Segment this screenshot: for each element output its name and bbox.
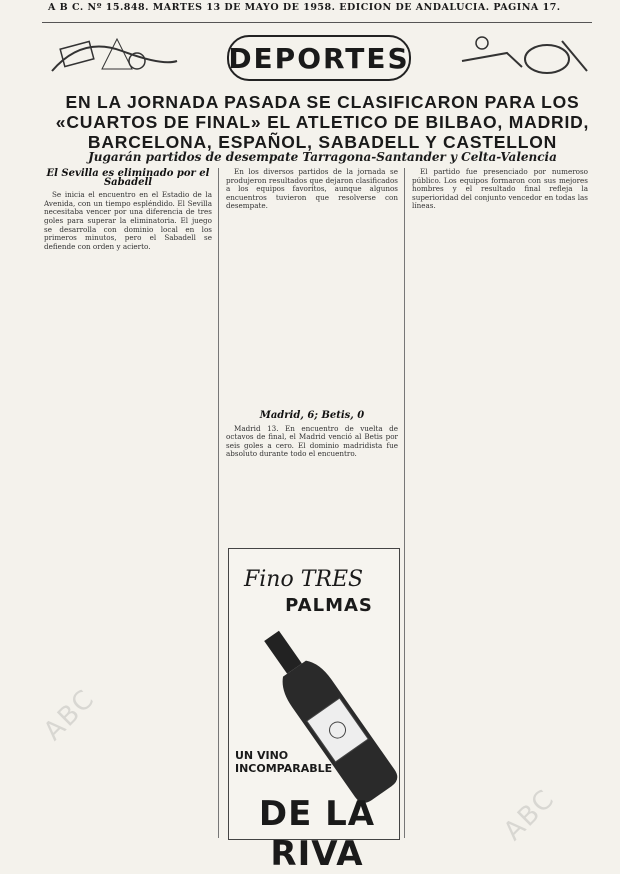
section-title: DEPORTES [227, 35, 411, 81]
column-middle [226, 168, 398, 388]
ad-brand-line2: PALMAS [285, 595, 373, 616]
page-header: A B C. Nº 15.848. MARTES 13 DE MAYO DE 1958. EDICION DE ANDALUCIA. PAGINA 17. [48, 2, 561, 13]
article-body-middle: En los diversos partidos de la jornada se produjeron resultados que dejaron clasificados a los equipos favoritos, aunque algunos encuentros tuvieron que resolverse con desempate. [226, 168, 398, 211]
ad-brand-line1: Fino TRES [244, 567, 364, 592]
article-body-madrid: Madrid 13. En encuentro de vuelta de octavos de final, el Madrid venció al Betis por seis goles a cero. El dominio madridista fue absoluto durante todo el encuentro. [226, 423, 398, 459]
sports-illustration-right [452, 31, 592, 79]
column-sevilla [44, 168, 212, 838]
article-title-madrid: Madrid, 6; Betis, 0 [259, 410, 365, 421]
sub-headline: Jugarán partidos de desempate Tarragona-Santander y Celta-Valencia [88, 150, 557, 164]
column-madrid [226, 410, 398, 530]
column-divider [404, 168, 405, 838]
article-body-right: El partido fue presenciado por numeroso público. Los equipos formaron con sus mejores hombres y el resultado final refleja la superioridad del conjunto vencedor en todas las líneas. [412, 168, 588, 211]
watermark: ABC [498, 783, 562, 847]
main-headline: EN LA JORNADA PASADA SE CLASIFICARON PARA LOS «CUARTOS DE FINAL» EL ATLETICO DE BILBAO, MADRID, BARCELONA, ESPAÑOL, SABADELL Y CASTELLON [55, 92, 590, 152]
ad-tagline: UN VINO INCOMPARABLE [235, 749, 333, 775]
article-title-sevilla: El Sevilla es eliminado por el Sabadell [46, 168, 210, 188]
wine-advertisement [228, 548, 400, 874]
ad-maker: DE LA RIVA [258, 794, 376, 874]
column-divider [218, 168, 219, 838]
article-body-sevilla: Se inicia el encuentro en el Estadio de la Avenida, con un tiempo espléndido. El Sevilla necesitaba vencer por una diferencia de tres goles para superar la eliminatoria. El juego se desarrolla con dominio local en los primeros minutos, pero el Sabadell se defiende con orden y acierto. [44, 190, 212, 251]
sports-illustration-left [42, 31, 182, 79]
column-right [412, 168, 588, 838]
section-banner [42, 22, 592, 83]
watermark: ABC [38, 683, 102, 747]
